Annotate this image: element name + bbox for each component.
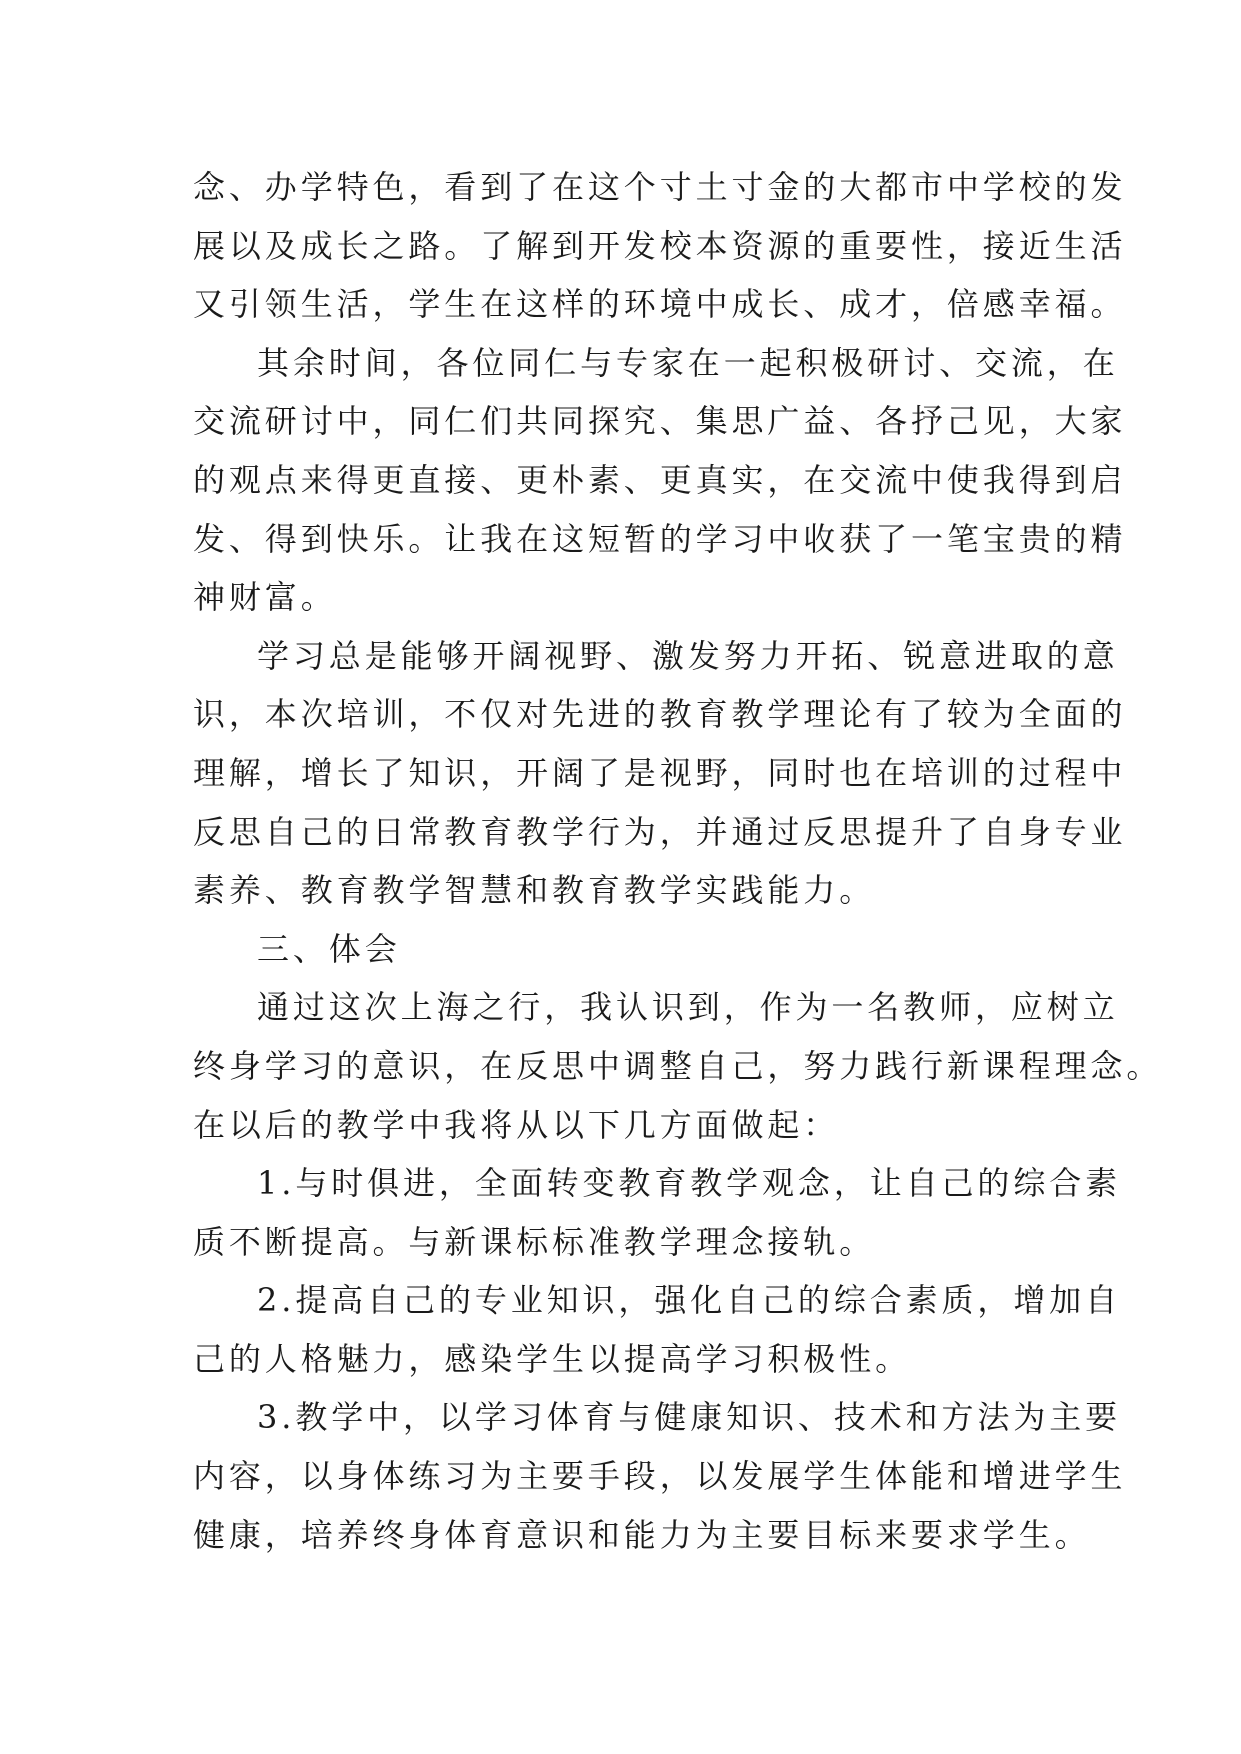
text-line: 又引领生活，学生在这样的环境中成长、成才，倍感幸福。 <box>193 285 1127 324</box>
text-line: 发、得到快乐。让我在这短暂的学习中收获了一笔宝贵的精 <box>193 519 1127 558</box>
text-line: 2.提高自己的专业知识，强化自己的综合素质，增加自 <box>257 1281 1122 1320</box>
text-line: 展以及成长之路。了解到开发校本资源的重要性，接近生活 <box>193 226 1127 265</box>
text-line: 的观点来得更直接、更朴素、更真实，在交流中使我得到启 <box>193 460 1127 499</box>
text-line: 通过这次上海之行，我认识到，作为一名教师，应树立 <box>257 988 1119 1027</box>
text-line: 在以后的教学中我将从以下几方面做起： <box>193 1105 840 1144</box>
text-line: 神财富。 <box>193 578 337 617</box>
text-line: 质不断提高。与新课标标准教学理念接轨。 <box>193 1222 876 1261</box>
text-line: 素养、教育教学智慧和教育教学实践能力。 <box>193 871 876 910</box>
text-line: 健康，培养终身体育意识和能力为主要目标来要求学生。 <box>193 1515 1091 1554</box>
text-line: 3.教学中，以学习体育与健康知识、技术和方法为主要 <box>257 1398 1122 1437</box>
text-line: 理解，增长了知识，开阔了是视野，同时也在培训的过程中 <box>193 753 1127 792</box>
text-line: 念、办学特色，看到了在这个寸土寸金的大都市中学校的发 <box>193 168 1127 206</box>
text-line: 1.与时俱进，全面转变教育教学观念，让自己的综合素 <box>257 1164 1122 1203</box>
text-line: 识，本次培训，不仅对先进的教育教学理论有了较为全面的 <box>193 695 1127 734</box>
text-line: 其余时间，各位同仁与专家在一起积极研讨、交流，在 <box>257 343 1119 382</box>
text-line: 内容，以身体练习为主要手段，以发展学生体能和增进学生 <box>193 1457 1127 1496</box>
text-line: 三、体会 <box>257 929 401 968</box>
text-line: 反思自己的日常教育教学行为，并通过反思提升了自身专业 <box>193 812 1127 851</box>
text-line: 交流研讨中，同仁们共同探究、集思广益、各抒己见，大家 <box>193 402 1127 441</box>
text-line: 己的人格魅力，感染学生以提高学习积极性。 <box>193 1339 912 1378</box>
body-text <box>193 158 1163 1564</box>
text-line: 终身学习的意识，在反思中调整自己，努力践行新课程理念。 <box>193 1046 1163 1085</box>
text-line: 学习总是能够开阔视野、激发努力开拓、锐意进取的意 <box>257 636 1119 675</box>
